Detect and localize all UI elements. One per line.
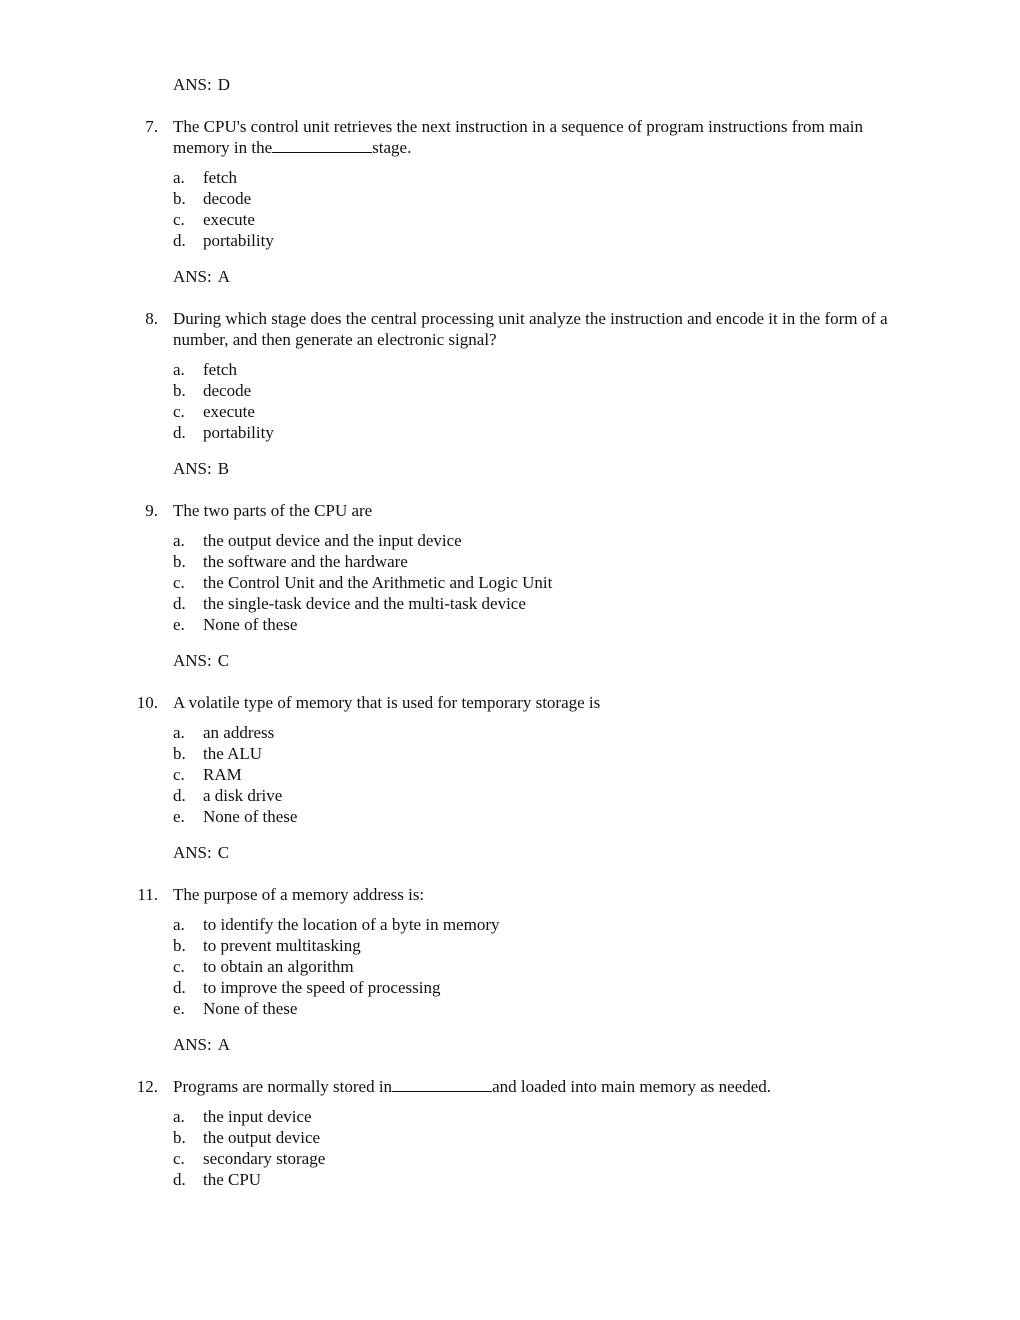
option-text: the Control Unit and the Arithmetic and Logic Unit — [203, 573, 553, 592]
option-letter: a. — [173, 1107, 185, 1126]
option-text: the output device and the input device — [203, 531, 462, 550]
option-b — [173, 551, 920, 572]
option-text: fetch — [203, 168, 237, 187]
option-text: to prevent multitasking — [203, 936, 361, 955]
option-text: decode — [203, 189, 252, 208]
question-9 — [120, 500, 920, 635]
option-letter: e. — [173, 999, 185, 1018]
option-c — [173, 1148, 920, 1169]
answer-label: ANS: — [173, 267, 212, 286]
question-stem — [120, 500, 920, 521]
option-letter: c. — [173, 765, 185, 784]
option-text: the single-task device and the multi-task device — [203, 594, 526, 613]
option-d — [173, 785, 920, 806]
answer-value: B — [217, 459, 230, 478]
option-text: the software and the hardware — [203, 552, 408, 571]
option-letter: c. — [173, 573, 185, 592]
option-letter: d. — [173, 231, 186, 250]
answer-label: ANS: — [173, 1035, 212, 1054]
option-letter: a. — [173, 168, 185, 187]
answer-value: C — [217, 843, 230, 862]
answer-line — [173, 1034, 230, 1055]
question-12 — [120, 1076, 920, 1190]
answer-value: A — [217, 1035, 231, 1054]
option-d — [173, 593, 920, 614]
option-letter: d. — [173, 978, 186, 997]
answer-value: C — [217, 651, 230, 670]
answer-value: D — [217, 75, 231, 94]
option-d — [173, 230, 920, 251]
option-c — [173, 209, 920, 230]
option-e — [173, 806, 920, 827]
question-stem — [120, 116, 920, 158]
question-number: 12. — [136, 1077, 158, 1096]
option-c — [173, 401, 920, 422]
option-text: None of these — [203, 999, 298, 1018]
question-text: A volatile type of memory that is used for temporary storage is — [173, 693, 601, 712]
option-d — [173, 1169, 920, 1190]
option-text: to identify the location of a byte in memory — [203, 915, 500, 934]
question-stem — [120, 308, 920, 350]
option-text: the output device — [203, 1128, 321, 1147]
option-c — [173, 764, 920, 785]
option-letter: b. — [173, 552, 186, 571]
option-letter: c. — [173, 402, 185, 421]
question-number: 7. — [145, 117, 158, 136]
answer-label: ANS: — [173, 651, 212, 670]
option-b — [173, 380, 920, 401]
answer-line — [173, 74, 230, 95]
option-text: RAM — [203, 765, 242, 784]
option-text: an address — [203, 723, 275, 742]
option-list — [120, 1106, 920, 1190]
answer-label: ANS: — [173, 459, 212, 478]
option-letter: b. — [173, 936, 186, 955]
option-text: None of these — [203, 615, 298, 634]
question-text — [173, 116, 920, 158]
option-text: the input device — [203, 1107, 312, 1126]
option-text: the ALU — [203, 744, 263, 763]
option-list — [120, 359, 920, 443]
option-letter: a. — [173, 360, 185, 379]
answer-line — [173, 266, 230, 287]
answer-line — [173, 842, 229, 863]
option-d — [173, 977, 920, 998]
question-text-before: Programs are normally stored in — [173, 1077, 393, 1096]
option-text: portability — [203, 231, 274, 250]
option-a — [173, 359, 920, 380]
option-letter: b. — [173, 189, 186, 208]
question-stem — [120, 884, 920, 905]
option-text: decode — [203, 381, 252, 400]
answer-line — [173, 650, 229, 671]
option-letter: e. — [173, 807, 185, 826]
question-text: The purpose of a memory address is: — [173, 885, 425, 904]
option-letter: a. — [173, 915, 185, 934]
option-b — [173, 743, 920, 764]
fill-in-blank — [392, 1076, 492, 1092]
option-text: to improve the speed of processing — [203, 978, 441, 997]
option-text: execute — [203, 402, 255, 421]
option-letter: d. — [173, 1170, 186, 1189]
question-number: 8. — [145, 309, 158, 328]
option-letter: c. — [173, 1149, 185, 1168]
option-list — [120, 167, 920, 251]
question-text-after: and loaded into main memory as needed. — [492, 1077, 772, 1096]
option-letter: b. — [173, 744, 186, 763]
answer-line — [173, 458, 229, 479]
question-number: 10. — [136, 693, 158, 712]
answer-label: ANS: — [173, 75, 212, 94]
option-text: portability — [203, 423, 274, 442]
fill-in-blank — [272, 137, 372, 153]
question-stem — [120, 1076, 920, 1097]
option-list — [120, 722, 920, 827]
question-8 — [120, 308, 920, 443]
option-text: execute — [203, 210, 255, 229]
question-text: The two parts of the CPU are — [173, 501, 373, 520]
option-letter: e. — [173, 615, 185, 634]
question-text-before: The CPU's control unit retrieves the next instruction in a sequence of program instructions from main memory in the — [173, 117, 863, 157]
option-letter: c. — [173, 210, 185, 229]
question-text-after: stage. — [372, 138, 412, 157]
option-b — [173, 1127, 920, 1148]
option-list — [120, 530, 920, 635]
option-text: fetch — [203, 360, 237, 379]
option-a — [173, 167, 920, 188]
option-letter: b. — [173, 381, 186, 400]
option-list — [120, 914, 920, 1019]
option-letter: b. — [173, 1128, 186, 1147]
option-a — [173, 1106, 920, 1127]
option-text: secondary storage — [203, 1149, 326, 1168]
question-text — [173, 1076, 920, 1097]
option-c — [173, 956, 920, 977]
question-number: 9. — [145, 501, 158, 520]
option-text: None of these — [203, 807, 298, 826]
option-e — [173, 998, 920, 1019]
option-a — [173, 914, 920, 935]
option-e — [173, 614, 920, 635]
question-11 — [120, 884, 920, 1019]
option-text: the CPU — [203, 1170, 262, 1189]
question-10 — [120, 692, 920, 827]
option-text: a disk drive — [203, 786, 283, 805]
answer-label: ANS: — [173, 843, 212, 862]
option-letter: c. — [173, 957, 185, 976]
option-b — [173, 935, 920, 956]
option-a — [173, 530, 920, 551]
option-letter: d. — [173, 423, 186, 442]
option-d — [173, 422, 920, 443]
question-stem — [120, 692, 920, 713]
option-letter: a. — [173, 723, 185, 742]
option-b — [173, 188, 920, 209]
option-letter: d. — [173, 786, 186, 805]
question-7 — [120, 116, 920, 251]
answer-value: A — [217, 267, 231, 286]
question-number: 11. — [137, 885, 158, 904]
question-text: During which stage does the central processing unit analyze the instruction and encode it in the form of a number, and then generate an electronic signal? — [173, 309, 888, 349]
option-text: to obtain an algorithm — [203, 957, 354, 976]
option-letter: d. — [173, 594, 186, 613]
option-letter: a. — [173, 531, 185, 550]
option-c — [173, 572, 920, 593]
option-a — [173, 722, 920, 743]
